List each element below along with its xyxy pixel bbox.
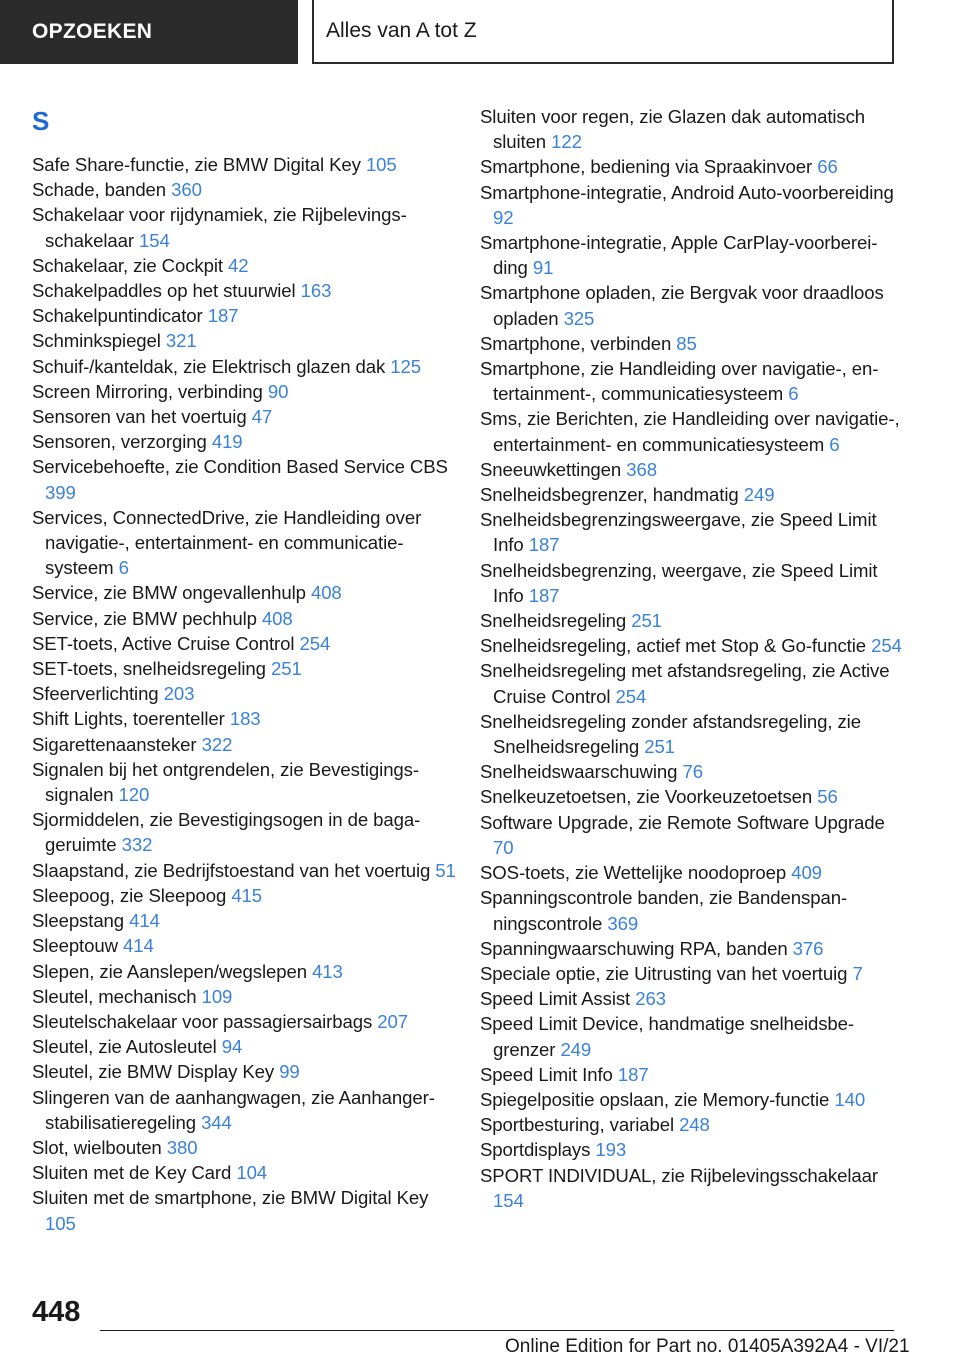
index-entry-text: Speciale optie, zie Uitrusting van het voertuig: [480, 962, 848, 984]
index-page-link[interactable]: 254: [871, 635, 902, 657]
index-entry: [32, 984, 457, 1009]
index-page-link[interactable]: 125: [390, 355, 422, 377]
index-entry: [480, 986, 905, 1011]
index-entry: [480, 885, 905, 935]
index-entry-text: Speed Limit Device, handmatige snelheidsbegrenzer: [480, 1013, 855, 1060]
chapter-title: Alles van A tot Z: [312, 0, 894, 64]
index-entry-text: Shift Lights, toerenteller: [32, 708, 225, 730]
index-entry: [480, 633, 905, 658]
index-page-link[interactable]: 399: [45, 481, 76, 503]
index-entry: [32, 1059, 457, 1084]
index-entry-text: Sluiten met de Key Card: [32, 1162, 232, 1184]
index-entry-text: Sneeuwkettingen: [480, 458, 622, 480]
index-page-link[interactable]: 187: [617, 1063, 649, 1085]
index-entry: [32, 1085, 457, 1135]
index-entry: [32, 883, 457, 908]
index-page-link[interactable]: 154: [493, 1189, 524, 1211]
index-page-link[interactable]: 109: [201, 985, 233, 1007]
index-entry-text: Sfeerverlichting: [32, 683, 159, 705]
index-entry: [480, 759, 905, 784]
index-entry: [32, 706, 457, 731]
index-entry-text: Snelheidsbegrenzer, handmatig: [480, 484, 739, 506]
index-entry-text: Sleutel, zie BMW Display Key: [32, 1061, 275, 1083]
index-page-link[interactable]: 92: [493, 206, 514, 228]
index-page-link[interactable]: 332: [121, 834, 153, 856]
index-entry: [32, 757, 457, 807]
index-entry-text: Snelheidsregeling zonder afstandsregeling, zie Snelheidsregeling: [480, 710, 861, 758]
index-column-right: [480, 104, 905, 1213]
index-entry: [480, 1163, 905, 1213]
index-entry: [32, 253, 457, 278]
index-entry: [480, 230, 905, 280]
index-entry-text: Sluiten voor regen, zie Glazen dak automatisch sluiten: [480, 106, 866, 153]
index-entry-text: Snelheidsbegrenzingsweergave, zie Speed Limit Info: [480, 509, 877, 556]
index-entry-text: Smartphone, zie Handleiding over navigatie-, entertainment-, communicatiesysteem: [480, 358, 879, 405]
index-page-link[interactable]: 99: [279, 1061, 300, 1083]
index-entry: [32, 303, 457, 328]
index-entry-text: Sluiten met de smartphone, zie BMW Digital Key: [32, 1187, 429, 1209]
index-entry: [32, 152, 457, 177]
index-page-link[interactable]: 66: [817, 156, 838, 178]
index-page-link[interactable]: 409: [791, 862, 822, 884]
index-entry-text: Sportbesturing, variabel: [480, 1114, 674, 1136]
index-entry-text: Schakelpaddles op het stuurwiel: [32, 280, 296, 302]
edition-footer: Online Edition for Part no. 01405A392A4 - VI/21: [505, 1336, 910, 1357]
index-entry: [480, 482, 905, 507]
index-entry: [480, 936, 905, 961]
index-page-link[interactable]: 369: [607, 912, 639, 934]
index-page-link[interactable]: 249: [743, 484, 775, 506]
index-entry-text: Snelheidsregeling, actief met Stop & Go-functie: [480, 635, 866, 657]
index-entry-text: Smartphone opladen, zie Bergvak voor draadloos opladen: [480, 282, 884, 329]
index-entry: [32, 681, 457, 706]
index-page-link[interactable]: 248: [679, 1114, 710, 1136]
index-page-link[interactable]: 413: [312, 960, 343, 982]
index-page-link[interactable]: 419: [211, 431, 243, 453]
index-entry-text: Sleutel, mechanisch: [32, 985, 197, 1007]
index-entry: [32, 454, 457, 504]
index-entry-text: Smartphone-integratie, Apple CarPlay-voorbereiding: [480, 232, 878, 279]
index-entry: [32, 429, 457, 454]
index-entry: [32, 959, 457, 984]
index-page-link[interactable]: 408: [310, 582, 342, 604]
index-page-link[interactable]: 51: [435, 859, 456, 881]
index-entry: [32, 354, 457, 379]
index-entry-text: Screen Mirroring, verbinding: [32, 380, 263, 402]
index-entry: [32, 328, 457, 353]
index-entry-text: Sms, zie Berichten, zie Handleiding over navigatie-, entertainment- en communicatiesysteem: [480, 408, 900, 455]
index-page-link[interactable]: 193: [595, 1139, 627, 1161]
index-entry-text: Slot, wielbouten: [32, 1136, 162, 1158]
index-page-link[interactable]: 414: [123, 935, 154, 957]
index-entry-text: Smartphone, verbinden: [480, 332, 672, 354]
index-entry-text: Sigarettenaansteker: [32, 733, 197, 755]
index-entry: [32, 580, 457, 605]
index-page-link[interactable]: 47: [251, 406, 273, 428]
index-entry-text: Speed Limit Info: [480, 1063, 613, 1085]
index-page-link[interactable]: 7: [852, 962, 863, 984]
index-entry-text: Sensoren van het voertuig: [32, 406, 247, 428]
page-number: 448: [32, 1296, 81, 1328]
index-entry: [480, 104, 905, 154]
index-entry-text: Schakelaar voor rijdynamiek, zie Rijbelevingsschakelaar: [32, 204, 407, 251]
index-entry-text: Sleutelschakelaar voor passagiersairbags: [32, 1010, 373, 1032]
index-page-link[interactable]: 183: [229, 708, 261, 730]
index-entry-text: Signalen bij het ontgrendelen, zie Bevestigingssignalen: [32, 758, 420, 806]
index-entry: [480, 709, 905, 759]
index-page-link[interactable]: 91: [532, 257, 554, 279]
index-entry: [32, 1135, 457, 1160]
index-entry: [480, 154, 905, 179]
index-entry: [32, 908, 457, 933]
index-entry-text: Spanningscontrole banden, zie Bandenspanningscontrole: [480, 887, 848, 934]
index-entry-text: Sleepstang: [32, 910, 125, 932]
index-entry-text: Services, ConnectedDrive, zie Handleiding over navigatie-, entertainment- en communicatiesysteem: [32, 506, 422, 579]
index-letter-heading: S: [32, 106, 50, 136]
index-entry: [32, 858, 457, 883]
index-entry: [480, 280, 905, 330]
index-page-link[interactable]: 94: [221, 1036, 243, 1058]
index-page-link[interactable]: 187: [207, 305, 239, 327]
index-entry: [480, 784, 905, 809]
index-entry-text: Schuif-/kanteldak, zie Elektrisch glazen dak: [32, 355, 386, 377]
index-page-link[interactable]: 254: [299, 632, 331, 654]
index-page-link[interactable]: 105: [45, 1212, 76, 1234]
index-entry: [480, 507, 905, 557]
index-entry-text: Software Upgrade, zie Remote Software Upgrade: [480, 811, 885, 833]
index-entry-text: Sleepoog, zie Sleepoog: [32, 884, 227, 906]
index-entry: [480, 457, 905, 482]
index-entry-text: Sensoren, verzorging: [32, 431, 207, 453]
index-entry: [480, 658, 905, 708]
index-entry-text: Safe Share-functie, zie BMW Digital Key: [32, 154, 361, 175]
page-header: [0, 0, 960, 66]
index-page-link[interactable]: 249: [560, 1038, 592, 1060]
index-entry-text: Snelheidsregeling: [480, 610, 627, 632]
index-entry: [480, 860, 905, 885]
index-entry-text: Schminkspiegel: [32, 330, 161, 352]
index-page-link[interactable]: 42: [228, 254, 249, 276]
index-page-link[interactable]: 104: [236, 1162, 268, 1184]
index-entry-text: Sleeptouw: [32, 935, 118, 957]
index-entry: [32, 631, 457, 656]
index-entry-text: Speed Limit Assist: [480, 988, 631, 1010]
index-page-link[interactable]: 321: [165, 330, 197, 352]
index-entry: [32, 606, 457, 631]
index-page-link[interactable]: 70: [493, 836, 514, 858]
index-page-link[interactable]: 322: [201, 733, 233, 755]
index-entry: [32, 278, 457, 303]
index-entry-text: Schakelaar, zie Cockpit: [32, 254, 223, 276]
index-page-link[interactable]: 6: [829, 433, 840, 455]
index-entry-text: Spiegelpositie opslaan, zie Memory-functie: [480, 1088, 830, 1110]
index-entry-text: SET-toets, snelheidsregeling: [32, 658, 266, 680]
index-page-link[interactable]: 56: [817, 786, 838, 808]
index-page-link[interactable]: 254: [615, 685, 647, 707]
index-entry-text: Snelheidsbegrenzing, weergave, zie Speed Limit Info: [480, 559, 878, 606]
index-entry: [480, 180, 905, 230]
index-entry: [32, 1009, 457, 1034]
index-page-link[interactable]: 76: [682, 761, 703, 783]
index-entry: [32, 177, 457, 202]
index-entry: [32, 1034, 457, 1059]
index-entry-text: Spanningwaarschuwing RPA, banden: [480, 937, 788, 959]
index-page-link[interactable]: 414: [129, 910, 160, 932]
index-entry: [480, 356, 905, 406]
index-page-link[interactable]: 360: [171, 179, 202, 201]
index-entry: [480, 1137, 905, 1162]
index-page-link[interactable]: 105: [365, 154, 397, 175]
index-page-link[interactable]: 344: [201, 1111, 232, 1133]
index-entry: [32, 807, 457, 857]
index-entry: [32, 1160, 457, 1185]
index-entry: [480, 558, 905, 608]
index-entry-text: Sjormiddelen, zie Bevestigingsogen in de bagageruimte: [32, 809, 421, 856]
index-entry-text: Snelkeuzetoetsen, zie Voorkeuzetoetsen: [480, 786, 813, 808]
index-entry: [480, 608, 905, 633]
index-entry-text: Snelheidsregeling met afstandsregeling, zie Active Cruise Control: [480, 660, 890, 707]
index-entry: [32, 404, 457, 429]
footer-divider: [100, 1330, 894, 1331]
index-page-link[interactable]: 251: [644, 736, 675, 758]
index-page-link[interactable]: 376: [792, 937, 824, 959]
index-entry-text: Smartphone, bediening via Spraakinvoer: [480, 156, 813, 178]
index-page-link[interactable]: 6: [788, 383, 799, 405]
index-page-link[interactable]: 163: [300, 280, 332, 302]
index-page-link[interactable]: 6: [118, 557, 129, 579]
index-entry: [480, 1062, 905, 1087]
index-entry: [32, 732, 457, 757]
index-entry-text: Schade, banden: [32, 179, 167, 201]
index-entry-text: Schakelpuntindicator: [32, 305, 203, 327]
index-entry-text: Sleutel, zie Autosleutel: [32, 1036, 217, 1058]
index-entry-text: SOS-toets, zie Wettelijke noodoproep: [480, 862, 787, 884]
index-entry: [480, 1087, 905, 1112]
index-page-link[interactable]: 207: [377, 1010, 408, 1032]
index-entry: [32, 202, 457, 252]
index-column-left: [32, 104, 457, 1236]
index-entry: [480, 1011, 905, 1061]
index-page-link[interactable]: 187: [528, 584, 560, 606]
index-page-link[interactable]: 90: [267, 380, 289, 402]
index-page-link[interactable]: 263: [635, 988, 666, 1010]
index-page-link[interactable]: 85: [676, 332, 697, 354]
index-entry-text: Servicebehoefte, zie Condition Based Service CBS: [32, 456, 448, 478]
index-page-link[interactable]: 380: [166, 1136, 198, 1158]
index-entry: [480, 1112, 905, 1137]
index-entry-text: SPORT INDIVIDUAL, zie Rijbelevingsschakelaar: [480, 1164, 878, 1186]
index-entry-text: Snelheidswaarschuwing: [480, 761, 678, 783]
index-entry: [480, 810, 905, 860]
index-entry: [32, 656, 457, 681]
index-page-link[interactable]: 408: [261, 607, 293, 629]
index-page-link[interactable]: 122: [551, 131, 582, 153]
index-entry-text: Sportdisplays: [480, 1139, 591, 1161]
index-page-link[interactable]: 325: [563, 307, 595, 329]
index-entry-text: Slaapstand, zie Bedrijfstoestand van het voertuig: [32, 859, 431, 881]
index-page-link[interactable]: 415: [231, 884, 263, 906]
index-entry-text: Smartphone-integratie, Android Auto-voorbereiding: [480, 181, 894, 203]
index-page-link[interactable]: 120: [118, 784, 150, 806]
index-entry: [32, 933, 457, 958]
index-page-link[interactable]: 368: [626, 458, 657, 480]
index-entry: [480, 331, 905, 356]
index-page-link[interactable]: 203: [163, 683, 195, 705]
index-entry: [32, 379, 457, 404]
index-page-link[interactable]: 140: [834, 1088, 866, 1110]
index-entry-text: Service, zie BMW pechhulp: [32, 607, 257, 629]
index-entry: [32, 1185, 457, 1235]
index-entry: [480, 961, 905, 986]
index-entry-text: Slepen, zie Aanslepen/wegslepen: [32, 960, 307, 982]
index-entry: [480, 406, 905, 456]
index-page-link[interactable]: 251: [270, 658, 302, 680]
index-entry-text: Service, zie BMW ongevallenhulp: [32, 582, 306, 604]
index-page-link[interactable]: 187: [528, 534, 560, 556]
index-page-link[interactable]: 154: [139, 229, 170, 251]
index-page-link[interactable]: 251: [631, 610, 662, 632]
index-entry-text: Slingeren van de aanhangwagen, zie Aanhangerstabilisatieregeling: [32, 1086, 435, 1133]
index-entry-text: SET-toets, Active Cruise Control: [32, 632, 295, 654]
index-entry: [32, 505, 457, 581]
section-tab[interactable]: OPZOEKEN: [0, 0, 298, 64]
